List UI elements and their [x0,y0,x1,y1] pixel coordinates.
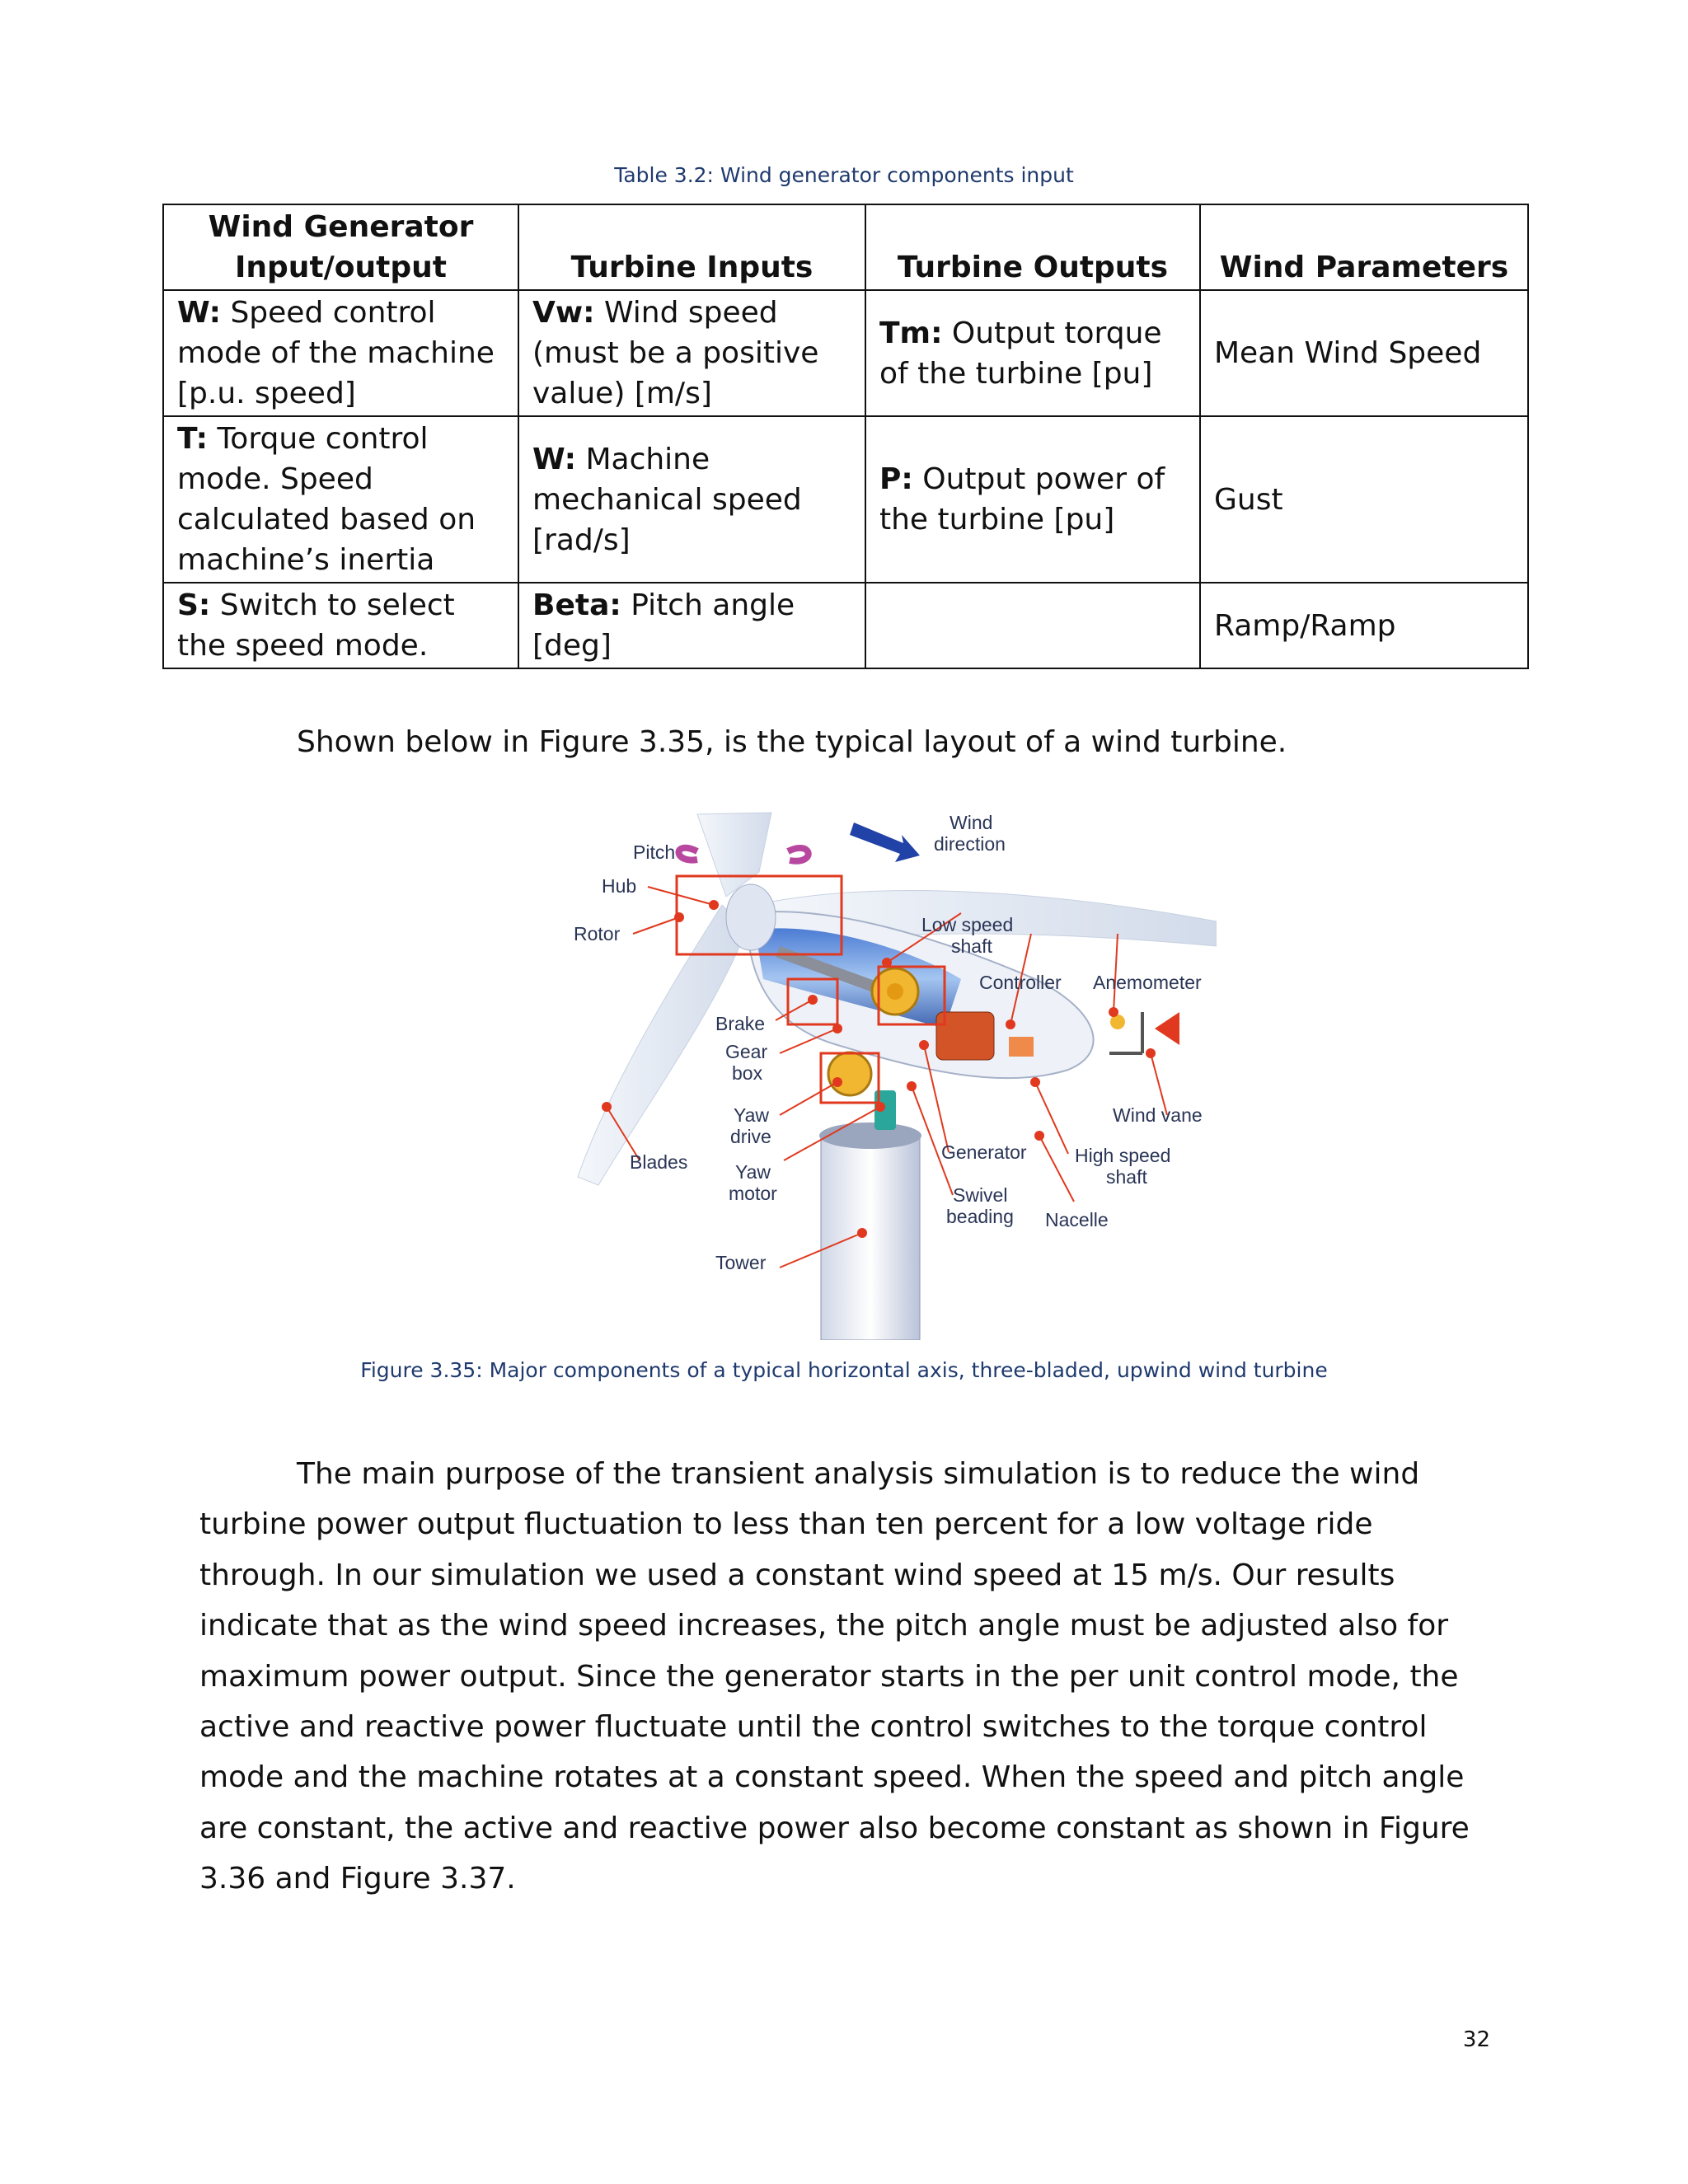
table-cell: Ramp/Ramp [1200,583,1528,668]
label-low-speed-shaft: shaft [951,935,992,957]
label-high-speed-shaft: High speed [1075,1145,1171,1166]
yaw-drive-gear [828,1052,871,1095]
cell-label: Tm: [879,316,943,350]
table-cell [518,583,865,668]
tower-shape [821,1136,920,1340]
gear-center [887,983,903,1000]
label-gear-box: box [732,1062,763,1084]
label-high-speed-shaft: shaft [1106,1166,1147,1188]
hub-leader [648,887,714,905]
yaw-drive-leader [780,1082,837,1115]
intro-text: Shown below in Figure 3.35, is the typical layout of a wind turbine. [297,725,1287,759]
high-speed-shaft-leader [1035,1082,1068,1154]
header-turbine-inputs: Turbine Inputs [518,204,865,290]
label-wind-vane: Wind vane [1113,1104,1203,1126]
label-hub: Hub [602,875,637,897]
page-number: 32 [1462,2027,1490,2052]
cell-text: Output torque of the turbine [pu] [879,316,1162,391]
rotor-leader [633,917,679,934]
table-cell [865,416,1200,583]
wind-vane-fin [1155,1012,1179,1045]
cell-text: Machine mechanical speed [rad/s] [532,442,802,557]
table-cell [163,290,518,416]
label-nacelle: Nacelle [1045,1209,1109,1230]
label-yaw-motor: Yaw [735,1161,771,1183]
header-wind-parameters: Wind Parameters [1200,204,1528,290]
table-caption: Table 3.2: Wind generator components input [614,163,1074,187]
anemometer-cup [1110,1015,1125,1029]
body-paragraph [199,1449,1502,1905]
blade-lower [578,905,747,1185]
components-table [162,204,1529,669]
cell-text: Output power of the turbine [pu] [879,462,1165,537]
table-cell [518,290,865,416]
table-cell: Gust [1200,416,1528,583]
cell-label: W: [177,296,221,330]
label-swivel-beading: Swivel [953,1184,1008,1206]
label-yaw-drive: drive [730,1126,771,1147]
table-row [163,416,1528,583]
figure-caption: Figure 3.35: Major components of a typical horizontal axis, three-bladed, upwind wind turbine [360,1358,1328,1382]
label-anemometer: Anemometer [1093,972,1202,993]
label-swivel-beading: beading [946,1206,1014,1227]
cell-label: P: [879,462,913,496]
pitch-arrow-left [679,848,698,860]
wind-direction-arrow [850,823,920,862]
cell-text: Switch to select the speed mode. [177,588,455,663]
controller-box [1009,1037,1034,1057]
label-blades: Blades [630,1151,688,1173]
cell-text: Wind speed (must be a positive value) [m/s] [532,296,819,410]
table-cell-empty [865,583,1200,668]
label-controller: Controller [979,972,1062,993]
cell-label: S: [177,588,211,622]
paragraph-text: The main purpose of the transient analysis simulation is to reduce the wind turbine power output fluctuation to less than ten percent for a low voltage ride through. In our simulation we used a constant wind speed at 15 m/s. Our results indicate that as the wind speed increases, the pitch angle must be adjusted also for maximum power output. Since the generator starts in the per unit control mode, the active and reactive power fluctuate until the control switches to the torque control mode and the machine rotates at a constant speed. When the speed and pitch angle are constant, the active and reactive power also become constant as shown in Figure 3.36 and Figure 3.37. [199,1457,1470,1896]
cell-label: T: [177,422,208,456]
label-yaw-motor: motor [729,1183,777,1204]
cell-label: W: [532,442,576,476]
label-wind-direction: Wind [950,812,993,833]
label-yaw-drive: Yaw [734,1104,770,1126]
cell-label: Vw: [532,296,595,330]
nacelle-leader [1039,1136,1074,1202]
label-gear-box: Gear [725,1041,768,1062]
header-wind-generator: Wind Generator Input/output [163,204,518,290]
table-cell [163,416,518,583]
table-cell: Mean Wind Speed [1200,290,1528,416]
cell-text: Speed control mode of the machine [p.u. speed] [177,296,495,410]
table-header-row [163,204,1528,290]
label-brake: Brake [715,1013,766,1034]
cell-text: Pitch angle [deg] [532,588,795,663]
table-cell [163,583,518,668]
wind-turbine-illustration [574,806,1217,1340]
table-cell [518,416,865,583]
blade-top [697,813,771,897]
label-rotor: Rotor [574,923,621,944]
label-generator: Generator [941,1141,1027,1163]
tower-top [819,1122,921,1149]
label-tower: Tower [715,1252,767,1273]
hub-shape [726,884,776,950]
cell-text: Torque control mode. Speed calculated based on machine’s inertia [177,422,476,577]
label-low-speed-shaft: Low speed [921,914,1014,935]
table-row [163,290,1528,416]
table-cell [865,290,1200,416]
label-pitch: Pitch [633,841,676,863]
wind-turbine-figure [574,806,1217,1340]
label-wind-direction: direction [934,833,1006,855]
header-turbine-outputs: Turbine Outputs [865,204,1200,290]
table-row [163,583,1528,668]
cell-label: Beta: [532,588,621,622]
pitch-arrow-right [788,848,809,861]
